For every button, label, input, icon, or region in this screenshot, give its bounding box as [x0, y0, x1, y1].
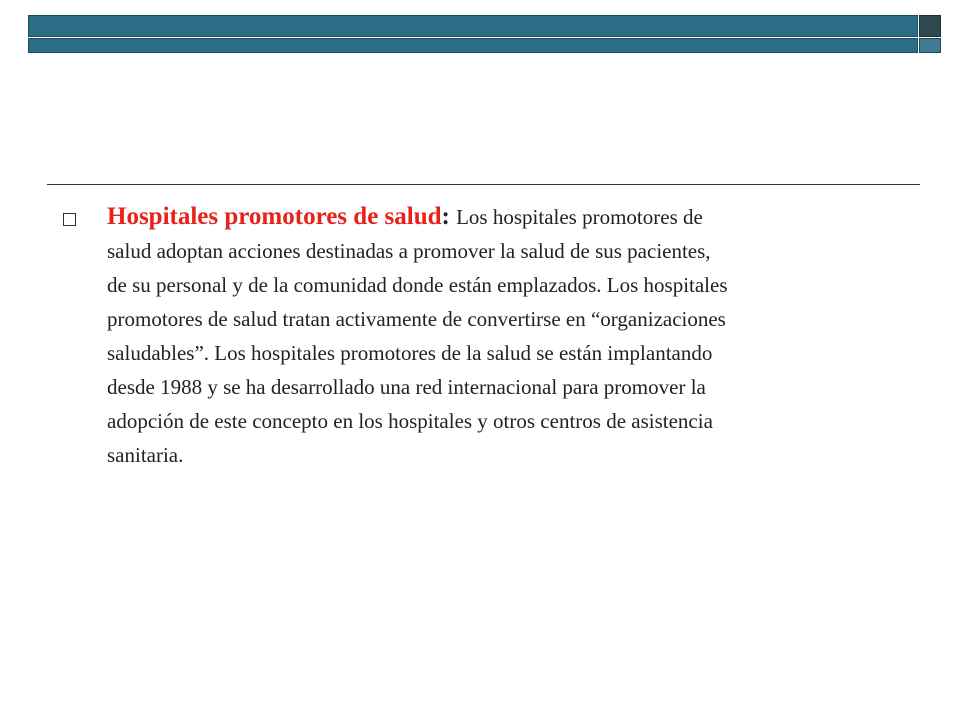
header-corner-square-light: [919, 38, 941, 53]
paragraph-title: Hospitales promotores de salud: [107, 203, 442, 230]
paragraph-line-1: [107, 200, 923, 234]
body-line: adopción de este concepto en los hospitales y otros centros de asistencia: [107, 409, 713, 433]
title-separator: :: [441, 203, 457, 230]
body-line: promotores de salud tratan activamente de convertirse en “organizaciones: [107, 307, 726, 331]
title-divider-line: [47, 184, 920, 185]
body-line: salud adoptan acciones destinadas a promover la salud de sus pacientes,: [107, 239, 711, 263]
bullet-paragraph: [107, 200, 923, 472]
body-line: desde 1988 y se ha desarrollado una red internacional para promover la: [107, 375, 706, 399]
body-line: saludables”. Los hospitales promotores de la salud se están implantando: [107, 341, 713, 365]
hollow-square-bullet-icon: [63, 213, 76, 226]
header-bar-lower: [28, 38, 918, 53]
body-line: Los hospitales promotores de: [456, 205, 703, 229]
body-line: de su personal y de la comunidad donde están emplazados. Los hospitales: [107, 273, 728, 297]
header-corner-square-dark: [919, 15, 941, 37]
header-decoration-bar: [28, 15, 941, 53]
header-bar-upper: [28, 15, 918, 37]
body-line: sanitaria.: [107, 443, 184, 467]
